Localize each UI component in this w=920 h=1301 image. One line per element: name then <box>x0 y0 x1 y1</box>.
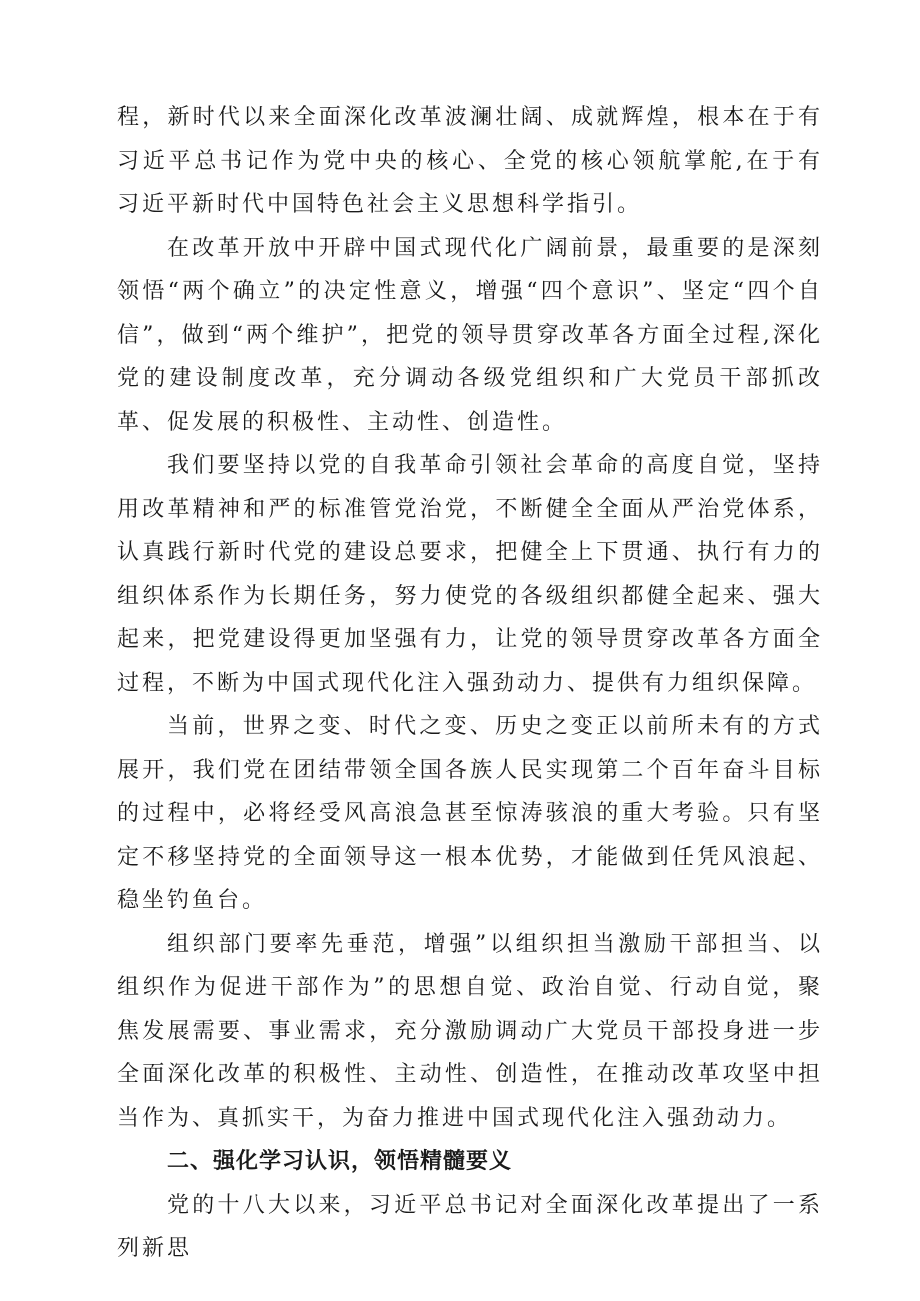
paragraph-reform-prospects: 在改革开放中开辟中国式现代化广阔前景，最重要的是深刻领悟“两个确立”的决定性意义，增强“四个意识”、坚定“四个自信”，做到“两个维护”，把党的领导贯穿改革各方面全过程,深化党的建设制度改革，充分调动各级党组织和广大党员干部抓改革、促发展的积极性、主动性、创造性。 <box>117 235 823 435</box>
paragraph-truncated-last-line: 党的十八大以来，习近平总书记对全面深化改革提出了一系列新思 <box>117 1192 823 1261</box>
section-heading: 二、强化学习认识，领悟精髓要义 <box>167 1149 513 1174</box>
paragraph-self-revolution: 我们要坚持以党的自我革命引领社会革命的高度自觉，坚持用改革精神和严的标准管党治党，不断健全全面从严治党体系，认真践行新时代党的建设总要求，把健全上下贯通、执行有力的组织体系作为长期任务，努力使党的各级组织都健全起来、强大起来，把党建设得更加坚强有力，让党的领导贯穿改革各方面全过程，不断为中国式现代化注入强劲动力、提供有力组织保障。 <box>117 453 823 696</box>
paragraph-continuation: 程，新时代以来全面深化改革波澜壮阔、成就辉煌，根本在于有习近平总书记作为党中央的核心、全党的核心领航掌舵,在于有习近平新时代中国特色社会主义思想科学指引。 <box>117 105 823 217</box>
document-body <box>117 96 823 1271</box>
paragraph-world-changes: 当前，世界之变、时代之变、历史之变正以前所未有的方式展开，我们党在团结带领全国各族人民实现第二个百年奋斗目标的过程中，必将经受风高浪急甚至惊涛骇浪的重大考验。只有坚定不移坚持党的全面领导这一根本优势，才能做到任凭风浪起、稳坐钓鱼台。 <box>117 714 823 913</box>
paragraph-organization-departments: 组织部门要率先垂范，增强”以组织担当激励干部担当、以组织作为促进干部作为”的思想自觉、政治自觉、行动自觉，聚焦发展需要、事业需求，充分激励调动广大党员干部投身进一步全面深化改革的积极性、主动性、创造性，在推动改革攻坚中担当作为、真抓实干，为奋力推进中国式现代化注入强劲动力。 <box>117 931 823 1131</box>
